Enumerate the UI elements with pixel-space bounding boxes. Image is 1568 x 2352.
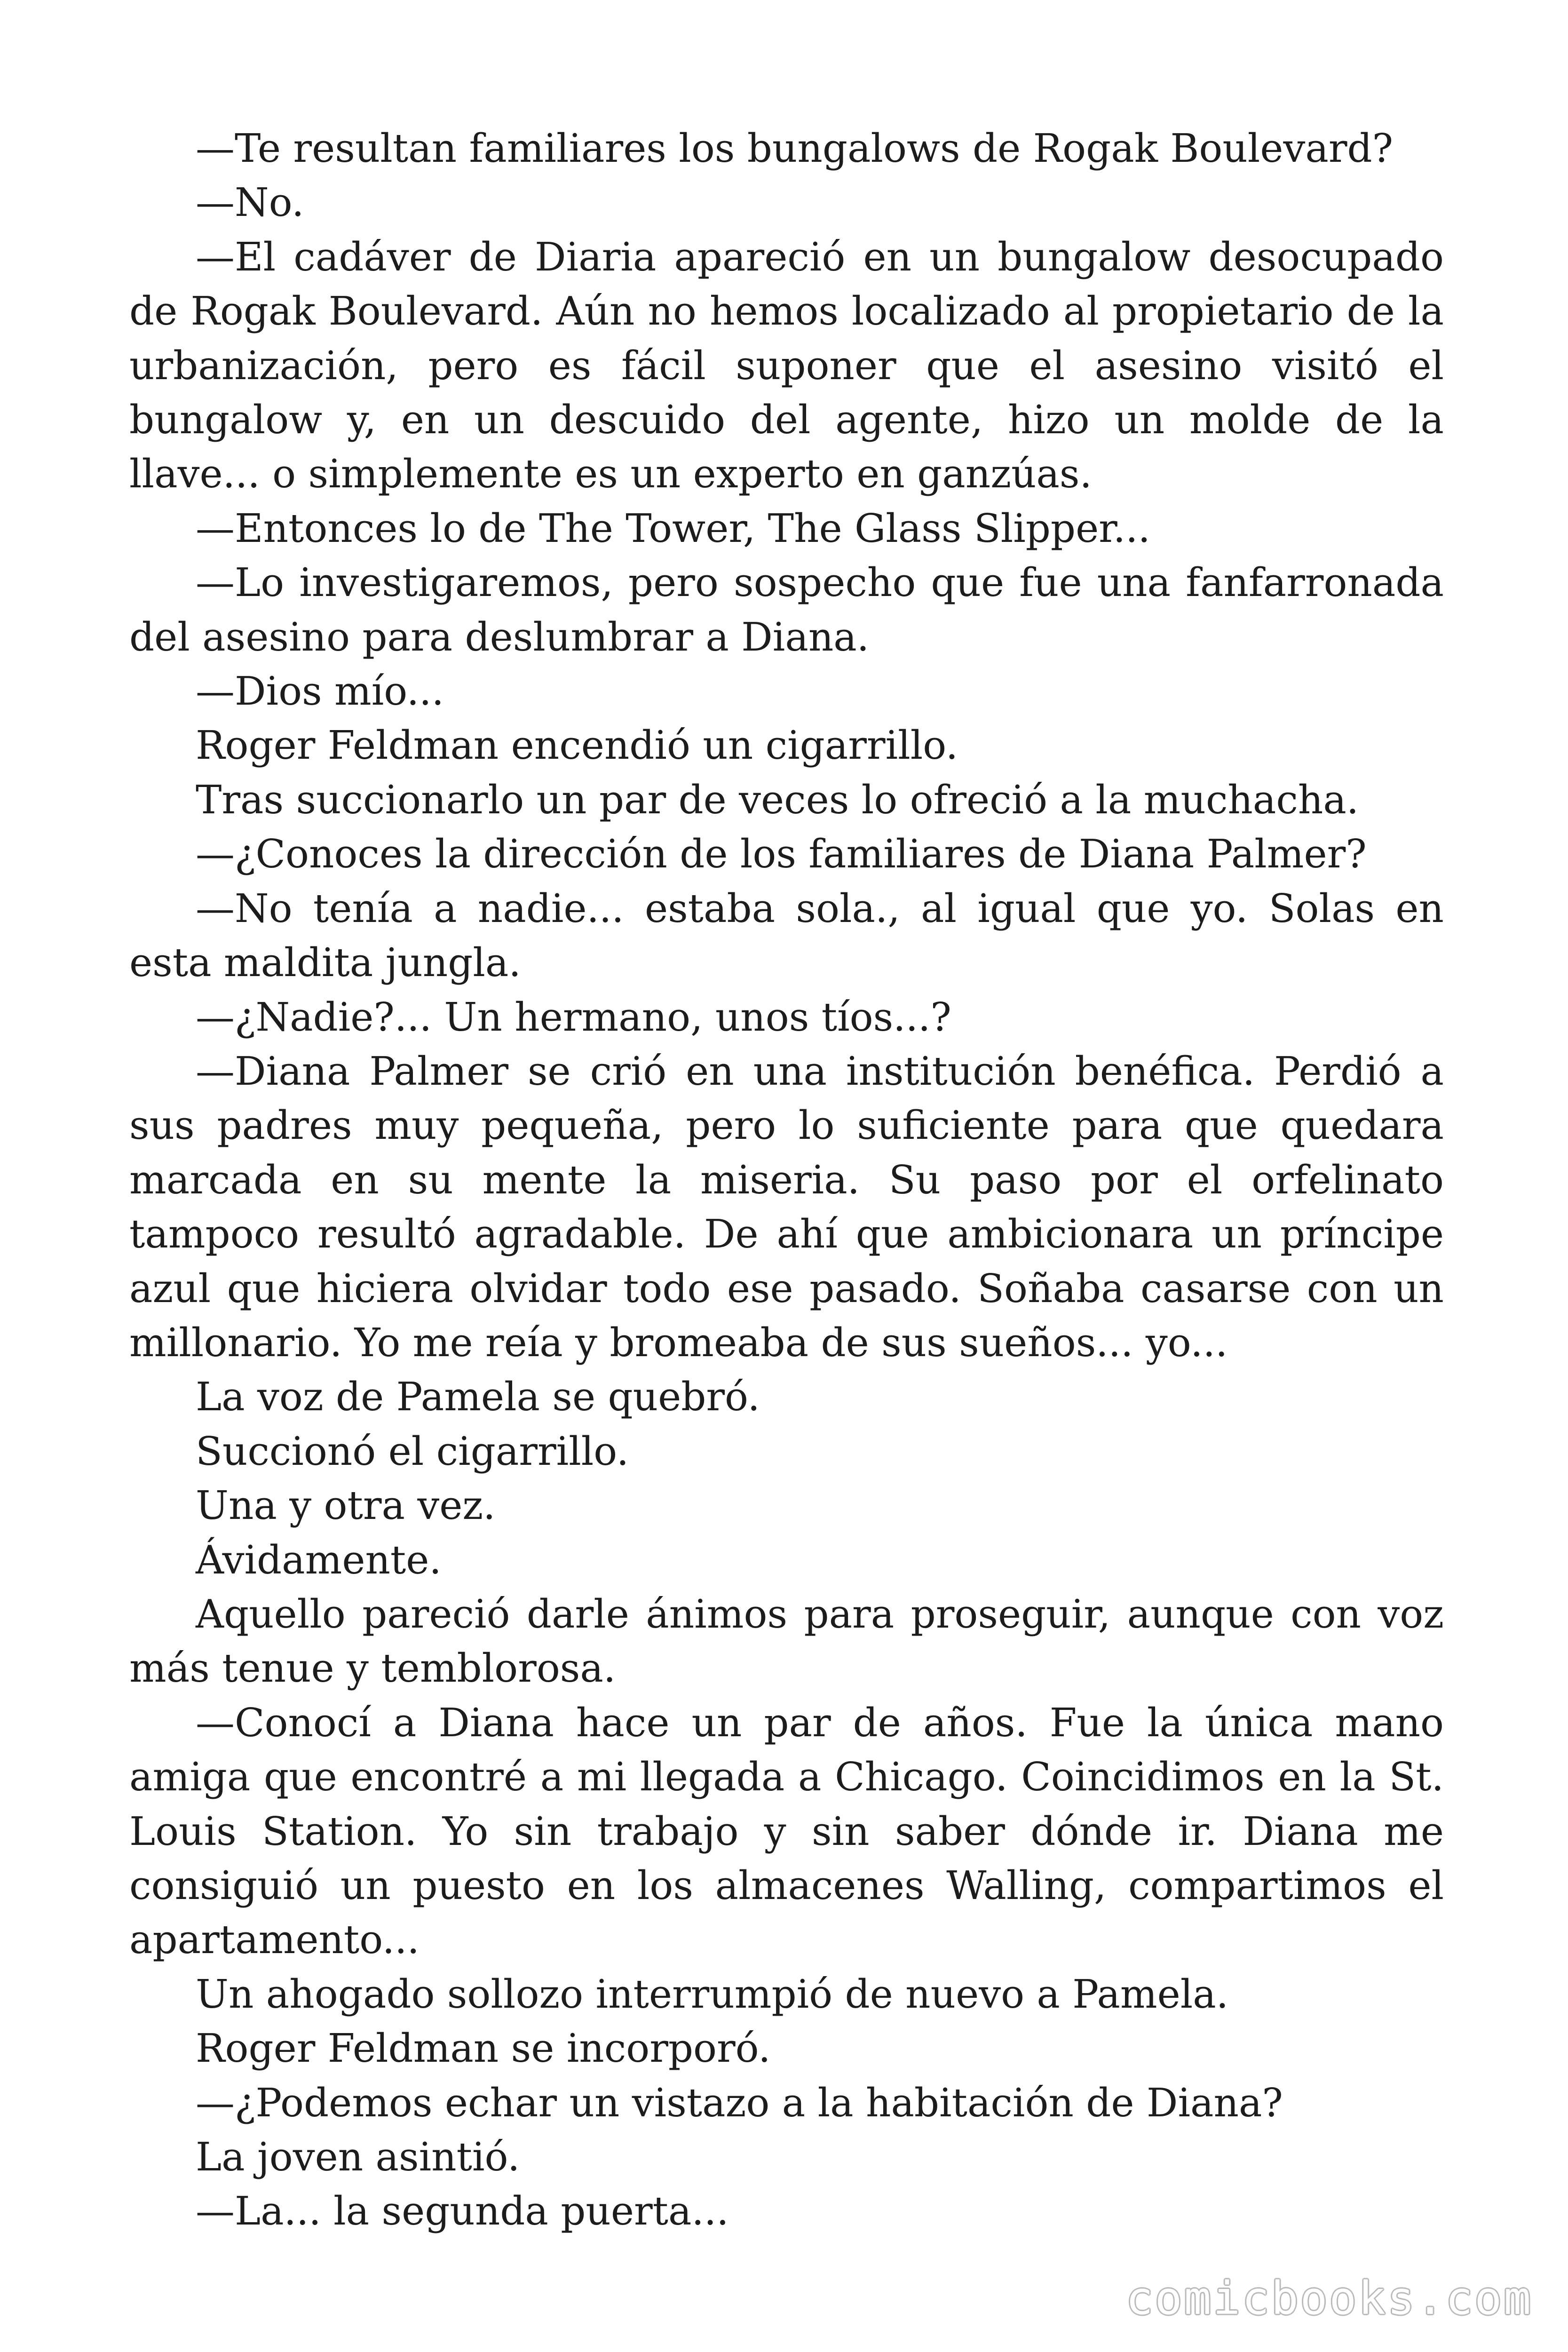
paragraph: Succionó el cigarrillo. — [196, 1428, 629, 1474]
paragraph: Un ahogado sollozo interrumpió de nuevo a Pamela. — [196, 1971, 1229, 2017]
watermark: comicbooks.com — [1125, 2272, 1533, 2325]
paragraph: Aquello pareció darle ánimos para proseguir, aunque con voz más tenue y temblorosa. — [129, 1591, 1444, 1692]
paragraph: Una y otra vez. — [196, 1483, 496, 1529]
page-body — [129, 121, 1444, 2239]
paragraph: Ávidamente. — [196, 1537, 442, 1583]
paragraph: —Lo investigaremos, pero sospecho que fue una fanfarronada del asesino para deslumbrar a Diana. — [129, 560, 1444, 660]
paragraph: —¿Conoces la dirección de los familiares de Diana Palmer? — [196, 831, 1367, 877]
paragraph: —Entonces lo de The Tower, The Glass Slipper... — [196, 505, 1150, 551]
paragraph: —Te resultan familiares los bungalows de Rogak Boulevard? — [196, 126, 1394, 171]
paragraph: —Diana Palmer se crió en una institución benéfica. Perdió a sus padres muy pequeña, pero lo suficiente para que quedara marcada en su mente la miseria. Su paso por el orfelinato tampoco resultó agradable. De ahí que ambicionara un príncipe azul que hiciera olvidar todo ese pasado. Soñaba casarse con un millonario. Yo me reía y bromeaba de sus sueños... yo... — [129, 1048, 1444, 1366]
paragraph: Roger Feldman encendió un cigarrillo. — [196, 723, 958, 769]
paragraph: —El cadáver de Diaria apareció en un bungalow desocupado de Rogak Boulevard. Aún no hemos localizado al propietario de la urbanización, pero es fácil suponer que el asesino visitó el bungalow y, en un descuido del agente, hizo un molde de la llave... o simplemente es un experto en ganzúas. — [129, 234, 1444, 497]
paragraph: —La... la segunda puerta... — [196, 2188, 729, 2234]
paragraph: La joven asintió. — [196, 2134, 520, 2180]
paragraph: —Conocí a Diana hace un par de años. Fue la única mano amiga que encontré a mi llegada a Chicago. Coincidimos en la St. Louis Station. Yo sin trabajo y sin saber dónde ir. Diana me consiguió un puesto en los almacenes Walling, compartimos el apartamento... — [129, 1700, 1444, 1963]
paragraph: —Dios mío... — [196, 668, 444, 715]
paragraph: —No. — [196, 180, 304, 226]
paragraph: La voz de Pamela se quebró. — [196, 1374, 760, 1420]
paragraph: —¿Nadie?... Un hermano, unos tíos...? — [196, 994, 951, 1040]
paragraph: Roger Feldman se incorporó. — [196, 2026, 771, 2072]
paragraph: —¿Podemos echar un vistazo a la habitación de Diana? — [196, 2080, 1283, 2126]
paragraph: —No tenía a nadie... estaba sola., al igual que yo. Solas en esta maldita jungla. — [129, 885, 1444, 986]
paragraph: Tras succionarlo un par de veces lo ofreció a la muchacha. — [196, 777, 1359, 823]
